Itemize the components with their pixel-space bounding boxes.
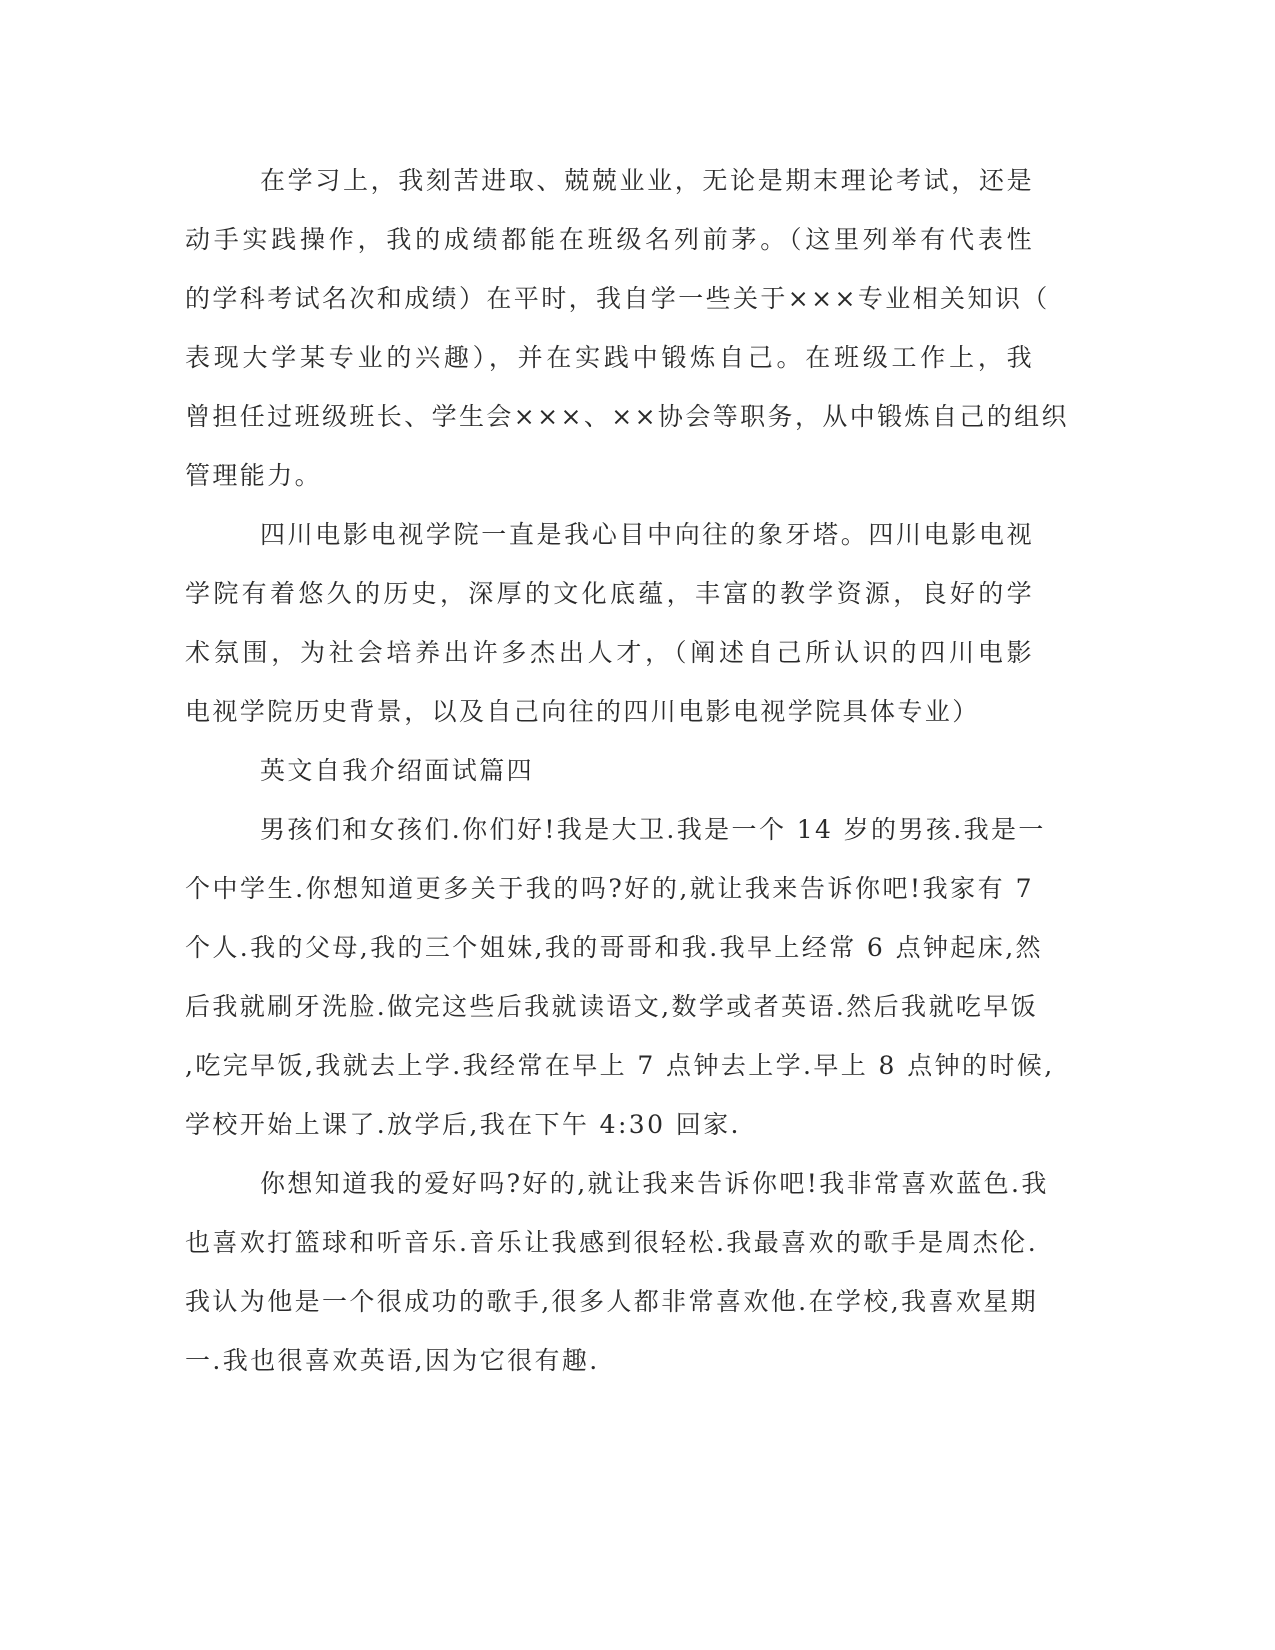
paragraph-academy-line: 学院有着悠久的历史，深厚的文化底蕴，丰富的教学资源，良好的学 (185, 579, 1034, 608)
paragraph-family-line: 个人.我的父母,我的三个姐妹,我的哥哥和我.我早上经常 6 点钟起床,然 (185, 933, 1043, 962)
paragraph-family-line: 个中学生.你想知道更多关于我的吗?好的,就让我来告诉你吧!我家有 7 (185, 874, 1034, 903)
paragraph-study-line: 动手实践操作，我的成绩都能在班级名列前茅。（这里列举有代表性 (185, 225, 1034, 254)
paragraph-family-line: 男孩们和女孩们.你们好!我是大卫.我是一个 14 岁的男孩.我是一 (260, 815, 1046, 844)
paragraph-hobbies-line: 也喜欢打篮球和听音乐.音乐让我感到很轻松.我最喜欢的歌手是周杰伦. (185, 1228, 1039, 1257)
paragraph-study-line: 管理能力。 (185, 461, 323, 490)
paragraph-hobbies-line: 你想知道我的爱好吗?好的,就让我来告诉你吧!我非常喜欢蓝色.我 (260, 1169, 1049, 1198)
paragraph-study-line: 表现大学某专业的兴趣），并在实践中锻炼自己。在班级工作上，我 (185, 343, 1034, 372)
paragraph-study-line: 曾担任过班级班长、学生会×××、××协会等职务，从中锻炼自己的组织 (185, 402, 1069, 431)
paragraph-study-line: 的学科考试名次和成绩）在平时，我自学一些关于×××专业相关知识（ (185, 284, 1050, 313)
section-heading: 英文自我介绍面试篇四 (260, 756, 535, 785)
paragraph-academy-line: 四川电影电视学院一直是我心目中向往的象牙塔。四川电影电视 (260, 520, 1034, 549)
paragraph-study-line: 在学习上，我刻苦进取、兢兢业业，无论是期末理论考试，还是 (260, 166, 1034, 195)
paragraph-family-line: 后我就刷牙洗脸.做完这些后我就读语文,数学或者英语.然后我就吃早饭 (185, 992, 1039, 1021)
paragraph-family-line: ,吃完早饭,我就去上学.我经常在早上 7 点钟去上学.早上 8 点钟的时候, (185, 1051, 1055, 1080)
paragraph-hobbies-line: 我认为他是一个很成功的歌手,很多人都非常喜欢他.在学校,我喜欢星期 (185, 1287, 1039, 1316)
paragraph-academy-line: 术氛围，为社会培养出许多杰出人才，（阐述自己所认识的四川电影 (185, 638, 1034, 667)
paragraph-academy-line: 电视学院历史背景，以及自己向往的四川电影电视学院具体专业） (185, 697, 980, 726)
paragraph-hobbies-line: 一.我也很喜欢英语,因为它很有趣. (185, 1346, 600, 1375)
paragraph-family-line: 学校开始上课了.放学后,我在下午 4:30 回家. (185, 1110, 741, 1139)
